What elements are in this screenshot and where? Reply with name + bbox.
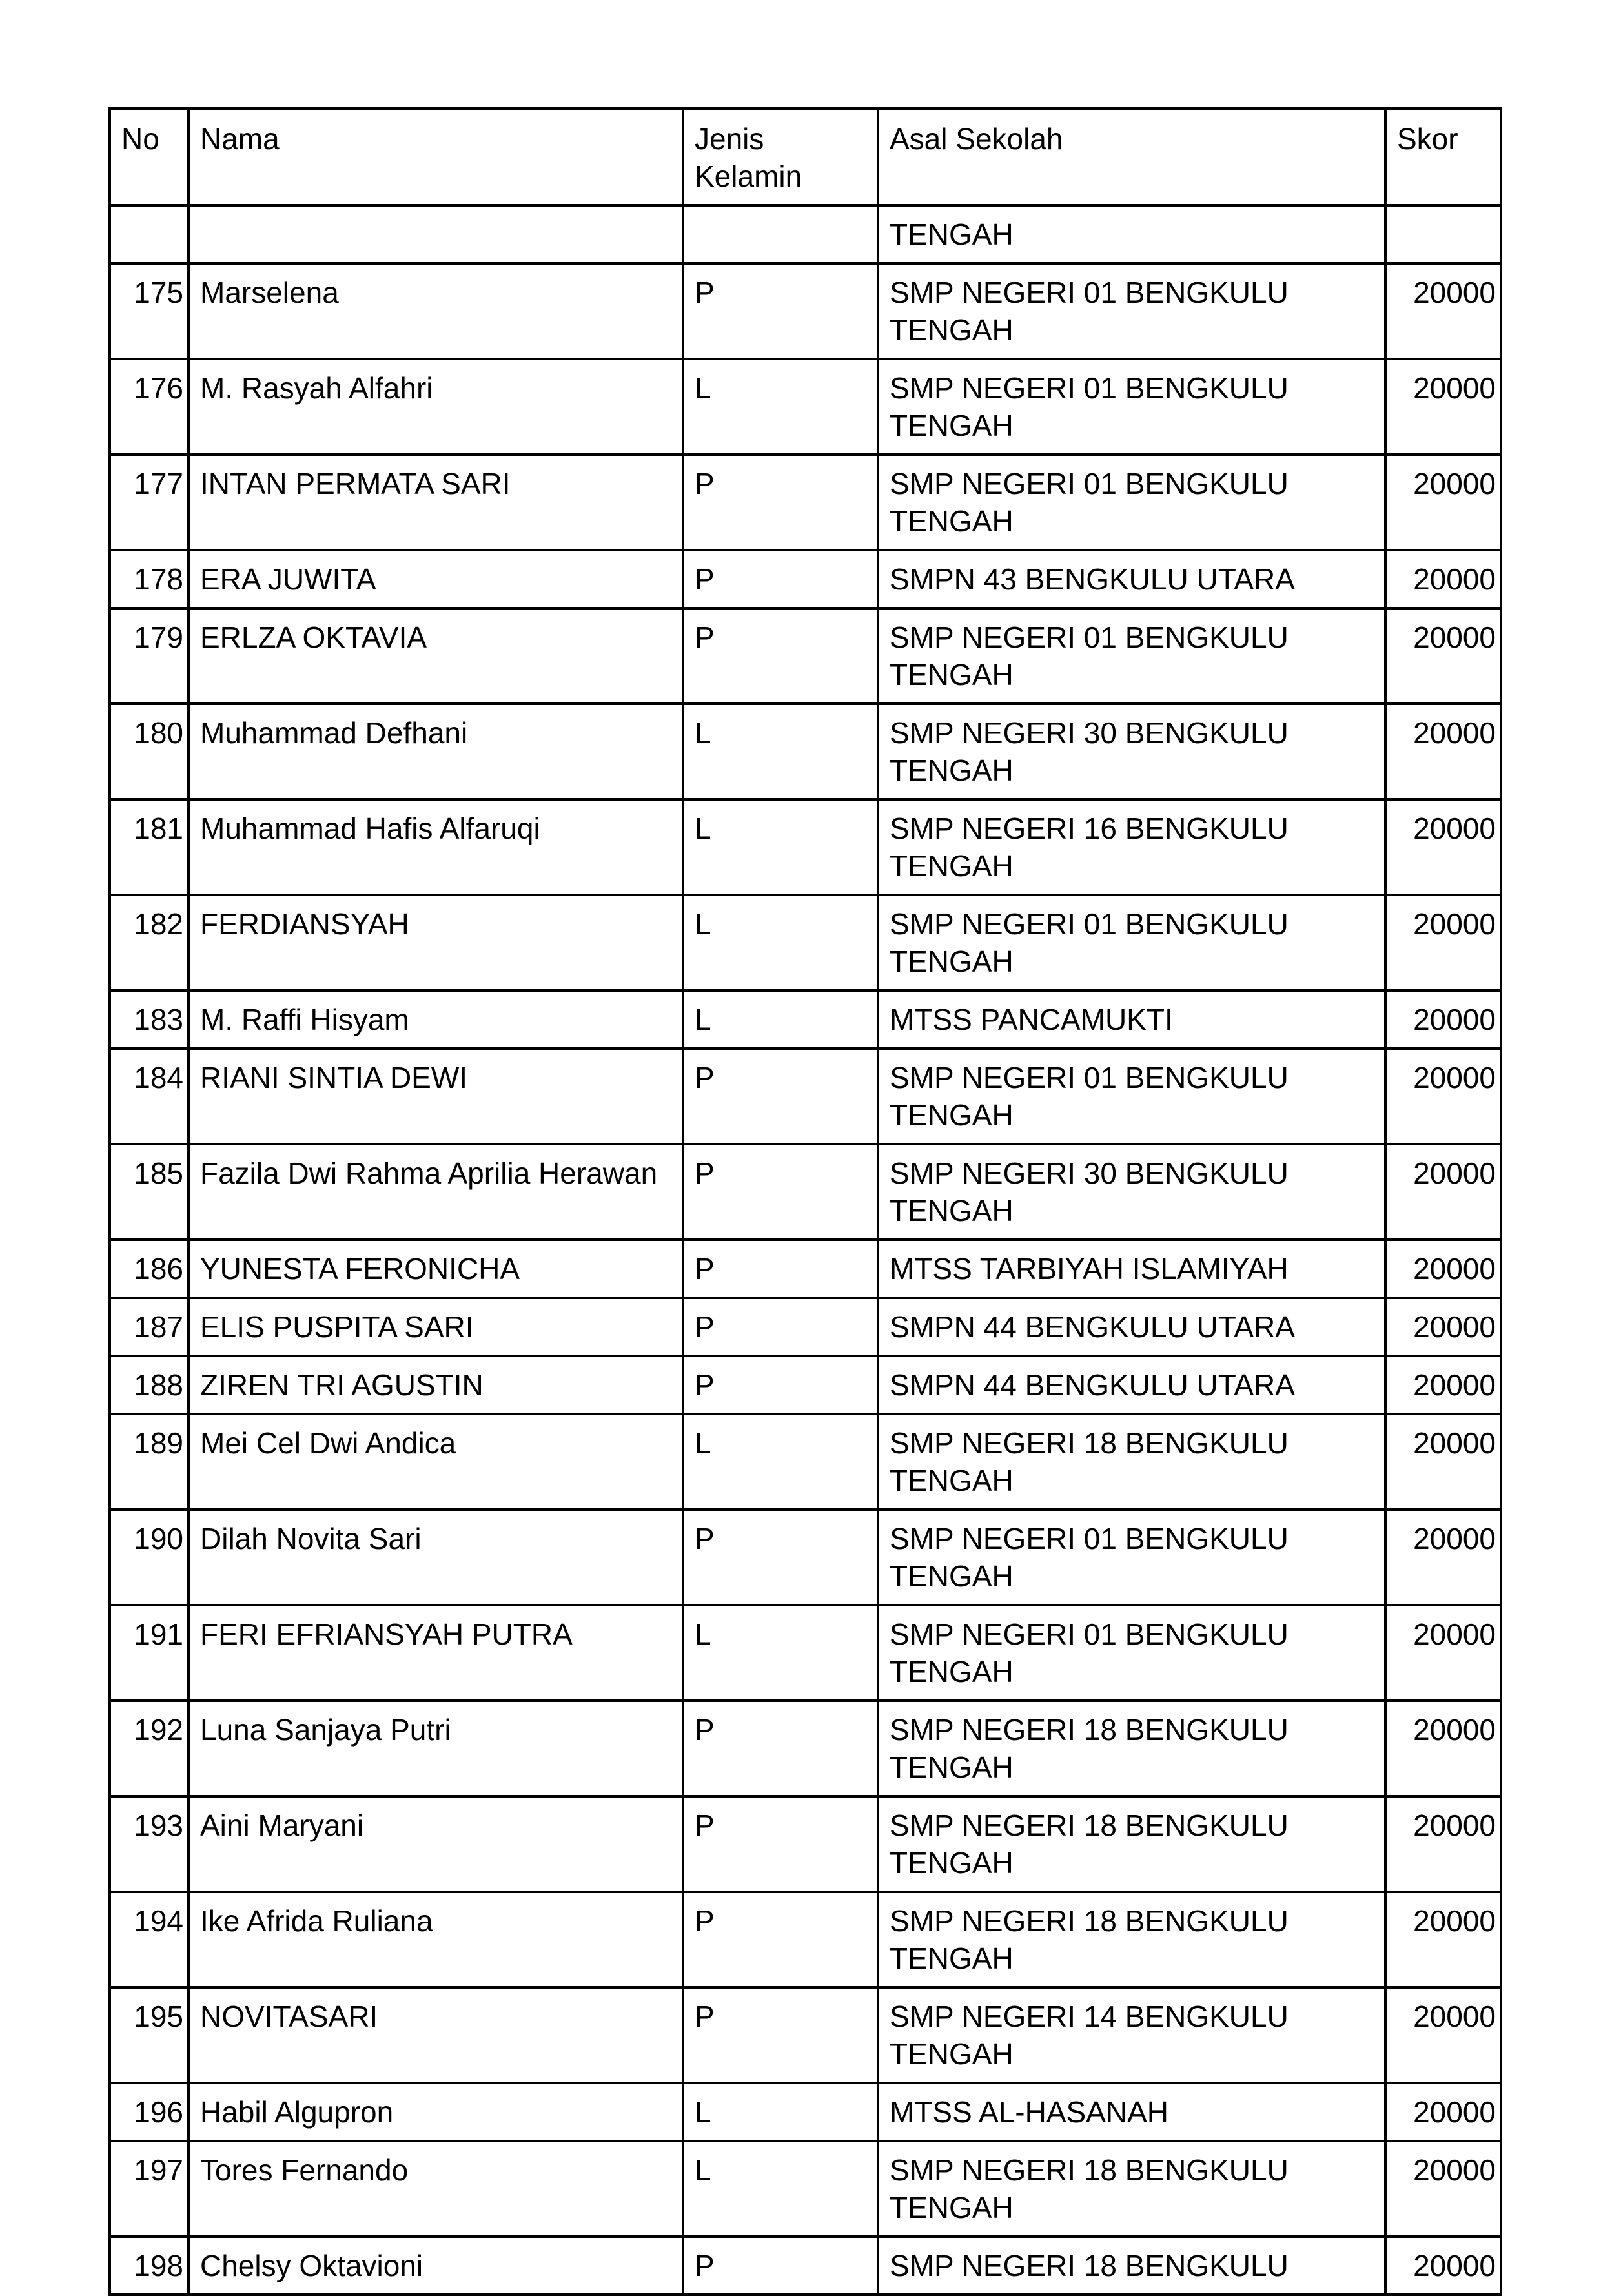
cell-skor: 20000 [1385,990,1501,1049]
cell-nama: Ike Afrida Ruliana [189,1892,683,1987]
cell-nama: Chelsy Oktavioni [189,2237,683,2295]
cell-no: 187 [110,1298,189,1356]
table-row [110,1414,1501,1510]
cell-skor: 20000 [1385,1701,1501,1796]
table-row [110,1049,1501,1144]
cell-asal-sekolah: SMP NEGERI 01 BENGKULU TENGAH [878,1049,1385,1144]
table-row [110,1987,1501,2083]
cell-no: 177 [110,455,189,550]
continuation-row [110,205,1501,263]
cell-jenis-kelamin: P [683,1796,878,1892]
cell-skor: 20000 [1385,1144,1501,1240]
cell-skor: 20000 [1385,1892,1501,1987]
header-skor: Skor [1385,108,1501,205]
table-row [110,895,1501,990]
table-row [110,1892,1501,1987]
cell-asal-sekolah: SMP NEGERI 18 BENGKULU TENGAH [878,1892,1385,1987]
cell-no: 195 [110,1987,189,2083]
cell-no [110,205,189,263]
cell-no: 183 [110,990,189,1049]
cell-asal-sekolah: SMP NEGERI 18 BENGKULU TENGAH [878,2141,1385,2237]
cell-asal-sekolah: SMP NEGERI 01 BENGKULU TENGAH [878,1510,1385,1605]
cell-nama: Muhammad Defhani [189,704,683,799]
cell-jenis-kelamin: L [683,990,878,1049]
cell-jenis-kelamin: P [683,1701,878,1796]
cell-asal-sekolah: SMP NEGERI 01 BENGKULU TENGAH [878,608,1385,704]
cell-asal-sekolah: SMPN 43 BENGKULU UTARA [878,550,1385,608]
table-header-row [110,108,1501,205]
header-no: No [110,108,189,205]
cell-jenis-kelamin: P [683,1892,878,1987]
cell-jenis-kelamin [683,205,878,263]
cell-skor: 20000 [1385,1298,1501,1356]
cell-no: 186 [110,1240,189,1298]
cell-skor: 20000 [1385,1605,1501,1701]
cell-jenis-kelamin: L [683,799,878,895]
table-row [110,2237,1501,2295]
cell-skor: 20000 [1385,608,1501,704]
header-nama: Nama [189,108,683,205]
cell-asal-sekolah: MTSS PANCAMUKTI [878,990,1385,1049]
cell-asal-sekolah: SMPN 44 BENGKULU UTARA [878,1298,1385,1356]
cell-no: 196 [110,2083,189,2141]
cell-asal-sekolah: TENGAH [878,205,1385,263]
cell-jenis-kelamin: L [683,1414,878,1510]
cell-nama: Marselena [189,263,683,359]
cell-asal-sekolah: SMP NEGERI 01 BENGKULU TENGAH [878,1605,1385,1701]
participant-table [108,107,1502,2296]
cell-skor: 20000 [1385,1240,1501,1298]
cell-asal-sekolah: SMP NEGERI 18 BENGKULU TENGAH [878,1414,1385,1510]
table-row [110,2141,1501,2237]
cell-jenis-kelamin: P [683,1144,878,1240]
cell-no: 184 [110,1049,189,1144]
header-jenis-kelamin-line2: Kelamin [695,159,802,193]
cell-skor: 20000 [1385,263,1501,359]
cell-jenis-kelamin: P [683,1987,878,2083]
cell-nama: NOVITASARI [189,1987,683,2083]
table-row [110,1796,1501,1892]
cell-asal-sekolah: SMP NEGERI 01 BENGKULU TENGAH [878,359,1385,455]
header-jenis-kelamin [683,108,878,205]
cell-skor: 20000 [1385,895,1501,990]
cell-asal-sekolah: SMP NEGERI 14 BENGKULU TENGAH [878,1987,1385,2083]
cell-jenis-kelamin: P [683,1298,878,1356]
cell-no: 193 [110,1796,189,1892]
cell-jenis-kelamin: L [683,2141,878,2237]
header-jenis-kelamin-line1: Jenis [695,122,764,156]
cell-nama [189,205,683,263]
cell-asal-sekolah: SMP NEGERI 30 BENGKULU TENGAH [878,1144,1385,1240]
cell-jenis-kelamin: P [683,455,878,550]
cell-nama: M. Raffi Hisyam [189,990,683,1049]
cell-skor: 20000 [1385,1414,1501,1510]
cell-nama: Habil Algupron [189,2083,683,2141]
cell-jenis-kelamin: P [683,608,878,704]
cell-no: 192 [110,1701,189,1796]
cell-no: 175 [110,263,189,359]
cell-no: 194 [110,1892,189,1987]
cell-asal-sekolah: SMP NEGERI 18 BENGKULU [878,2237,1385,2295]
cell-jenis-kelamin: P [683,263,878,359]
cell-skor: 20000 [1385,799,1501,895]
cell-skor: 20000 [1385,1796,1501,1892]
cell-no: 179 [110,608,189,704]
cell-no: 191 [110,1605,189,1701]
cell-nama: RIANI SINTIA DEWI [189,1049,683,1144]
cell-asal-sekolah: SMP NEGERI 18 BENGKULU TENGAH [878,1796,1385,1892]
cell-jenis-kelamin: P [683,1356,878,1414]
table-body [110,205,1501,2295]
cell-nama: Muhammad Hafis Alfaruqi [189,799,683,895]
cell-asal-sekolah: MTSS TARBIYAH ISLAMIYAH [878,1240,1385,1298]
cell-nama: FERI EFRIANSYAH PUTRA [189,1605,683,1701]
cell-nama: Luna Sanjaya Putri [189,1701,683,1796]
cell-skor: 20000 [1385,2237,1501,2295]
cell-skor: 20000 [1385,455,1501,550]
table-row [110,1298,1501,1356]
cell-no: 188 [110,1356,189,1414]
cell-jenis-kelamin: L [683,359,878,455]
cell-nama: ZIREN TRI AGUSTIN [189,1356,683,1414]
table-row [110,2083,1501,2141]
cell-skor: 20000 [1385,359,1501,455]
cell-no: 181 [110,799,189,895]
document-page [108,107,1500,2296]
cell-nama: INTAN PERMATA SARI [189,455,683,550]
cell-nama: Mei Cel Dwi Andica [189,1414,683,1510]
table-row [110,799,1501,895]
cell-no: 198 [110,2237,189,2295]
cell-skor: 20000 [1385,704,1501,799]
cell-skor: 20000 [1385,1356,1501,1414]
cell-no: 190 [110,1510,189,1605]
header-asal-sekolah: Asal Sekolah [878,108,1385,205]
table-row [110,550,1501,608]
cell-no: 189 [110,1414,189,1510]
table-row [110,1356,1501,1414]
cell-asal-sekolah: SMP NEGERI 18 BENGKULU TENGAH [878,1701,1385,1796]
cell-asal-sekolah: SMP NEGERI 01 BENGKULU TENGAH [878,895,1385,990]
cell-nama: ERLZA OKTAVIA [189,608,683,704]
cell-jenis-kelamin: P [683,1510,878,1605]
cell-skor: 20000 [1385,1987,1501,2083]
cell-skor: 20000 [1385,1049,1501,1144]
table-row [110,608,1501,704]
table-row [110,704,1501,799]
cell-skor: 20000 [1385,2141,1501,2237]
cell-jenis-kelamin: L [683,895,878,990]
table-row [110,990,1501,1049]
table-row [110,1510,1501,1605]
cell-skor: 20000 [1385,2083,1501,2141]
cell-nama: ERA JUWITA [189,550,683,608]
cell-no: 176 [110,359,189,455]
cell-jenis-kelamin: L [683,2083,878,2141]
cell-jenis-kelamin: P [683,2237,878,2295]
table-row [110,1701,1501,1796]
cell-jenis-kelamin: P [683,1240,878,1298]
cell-skor: 20000 [1385,550,1501,608]
cell-nama: YUNESTA FERONICHA [189,1240,683,1298]
cell-nama: ELIS PUSPITA SARI [189,1298,683,1356]
cell-jenis-kelamin: P [683,550,878,608]
cell-skor [1385,205,1501,263]
cell-nama: FERDIANSYAH [189,895,683,990]
cell-no: 182 [110,895,189,990]
cell-asal-sekolah: SMP NEGERI 16 BENGKULU TENGAH [878,799,1385,895]
cell-jenis-kelamin: L [683,704,878,799]
cell-jenis-kelamin: L [683,1605,878,1701]
cell-no: 197 [110,2141,189,2237]
cell-nama: Aini Maryani [189,1796,683,1892]
cell-asal-sekolah: SMP NEGERI 30 BENGKULU TENGAH [878,704,1385,799]
cell-jenis-kelamin: P [683,1049,878,1144]
table-row [110,359,1501,455]
table-row [110,455,1501,550]
cell-nama: M. Rasyah Alfahri [189,359,683,455]
cell-nama: Tores Fernando [189,2141,683,2237]
cell-no: 185 [110,1144,189,1240]
cell-skor: 20000 [1385,1510,1501,1605]
cell-asal-sekolah: SMP NEGERI 01 BENGKULU TENGAH [878,263,1385,359]
table-row [110,1240,1501,1298]
cell-asal-sekolah: SMPN 44 BENGKULU UTARA [878,1356,1385,1414]
cell-asal-sekolah: SMP NEGERI 01 BENGKULU TENGAH [878,455,1385,550]
table-row [110,1605,1501,1701]
cell-nama: Fazila Dwi Rahma Aprilia Herawan [189,1144,683,1240]
table-row [110,263,1501,359]
cell-no: 178 [110,550,189,608]
cell-nama: Dilah Novita Sari [189,1510,683,1605]
cell-asal-sekolah: MTSS AL-HASANAH [878,2083,1385,2141]
cell-no: 180 [110,704,189,799]
table-row [110,1144,1501,1240]
